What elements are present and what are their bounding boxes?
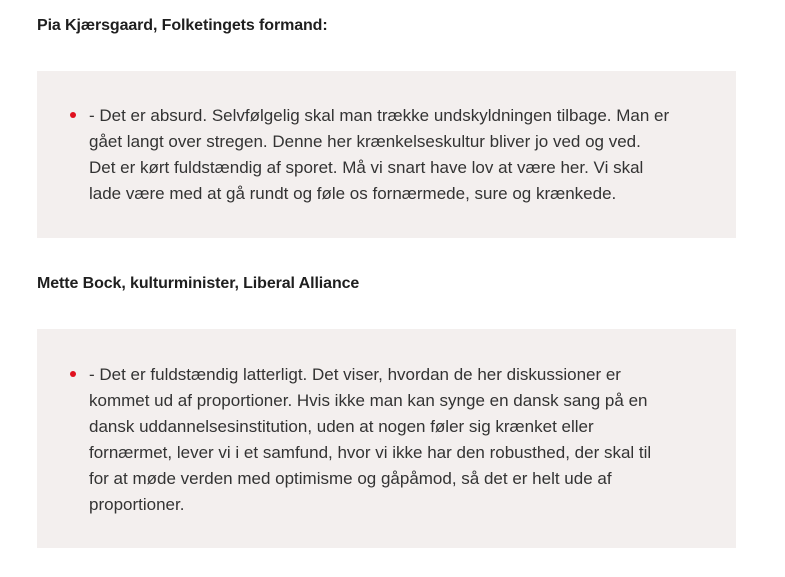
quote-line: Det er kørt fuldstændig af sporet. Må vi snart have lov at være her. Vi skal bbox=[89, 158, 644, 177]
quote-box bbox=[37, 71, 736, 238]
quote-line: kommet ud af proportioner. Hvis ikke man kan synge en dansk sang på en bbox=[89, 391, 648, 410]
quote-line: dansk uddannelsesinstitution, uden at nogen føler sig krænket eller bbox=[89, 417, 594, 436]
quote-line: - Det er absurd. Selvfølgelig skal man trække undskyldningen tilbage. Man er bbox=[89, 106, 670, 125]
speaker-name: Mette Bock, kulturminister, Liberal Alliance bbox=[37, 275, 360, 292]
bullet-icon bbox=[70, 112, 76, 118]
quote-line: lade være med at gå rundt og føle os fornærmede, sure og krænkede. bbox=[89, 184, 617, 203]
quote-line: proportioner. bbox=[89, 495, 185, 514]
quote-line: gået langt over stregen. Denne her krænkelseskultur bliver jo ved og ved. bbox=[89, 132, 641, 151]
bullet-icon bbox=[70, 371, 76, 377]
quote-line: - Det er fuldstændig latterligt. Det viser, hvordan de her diskussioner er bbox=[89, 365, 621, 384]
quote-box bbox=[37, 329, 736, 548]
quote-text bbox=[89, 103, 716, 207]
quote-text bbox=[89, 362, 716, 518]
speaker-name: Pia Kjærsgaard, Folketingets formand: bbox=[37, 17, 328, 34]
quote-line: fornærmet, lever vi i et samfund, hvor vi ikke har den robusthed, der skal til bbox=[89, 443, 652, 462]
quote-line: for at møde verden med optimisme og gåpåmod, så det er helt ude af bbox=[89, 469, 612, 488]
